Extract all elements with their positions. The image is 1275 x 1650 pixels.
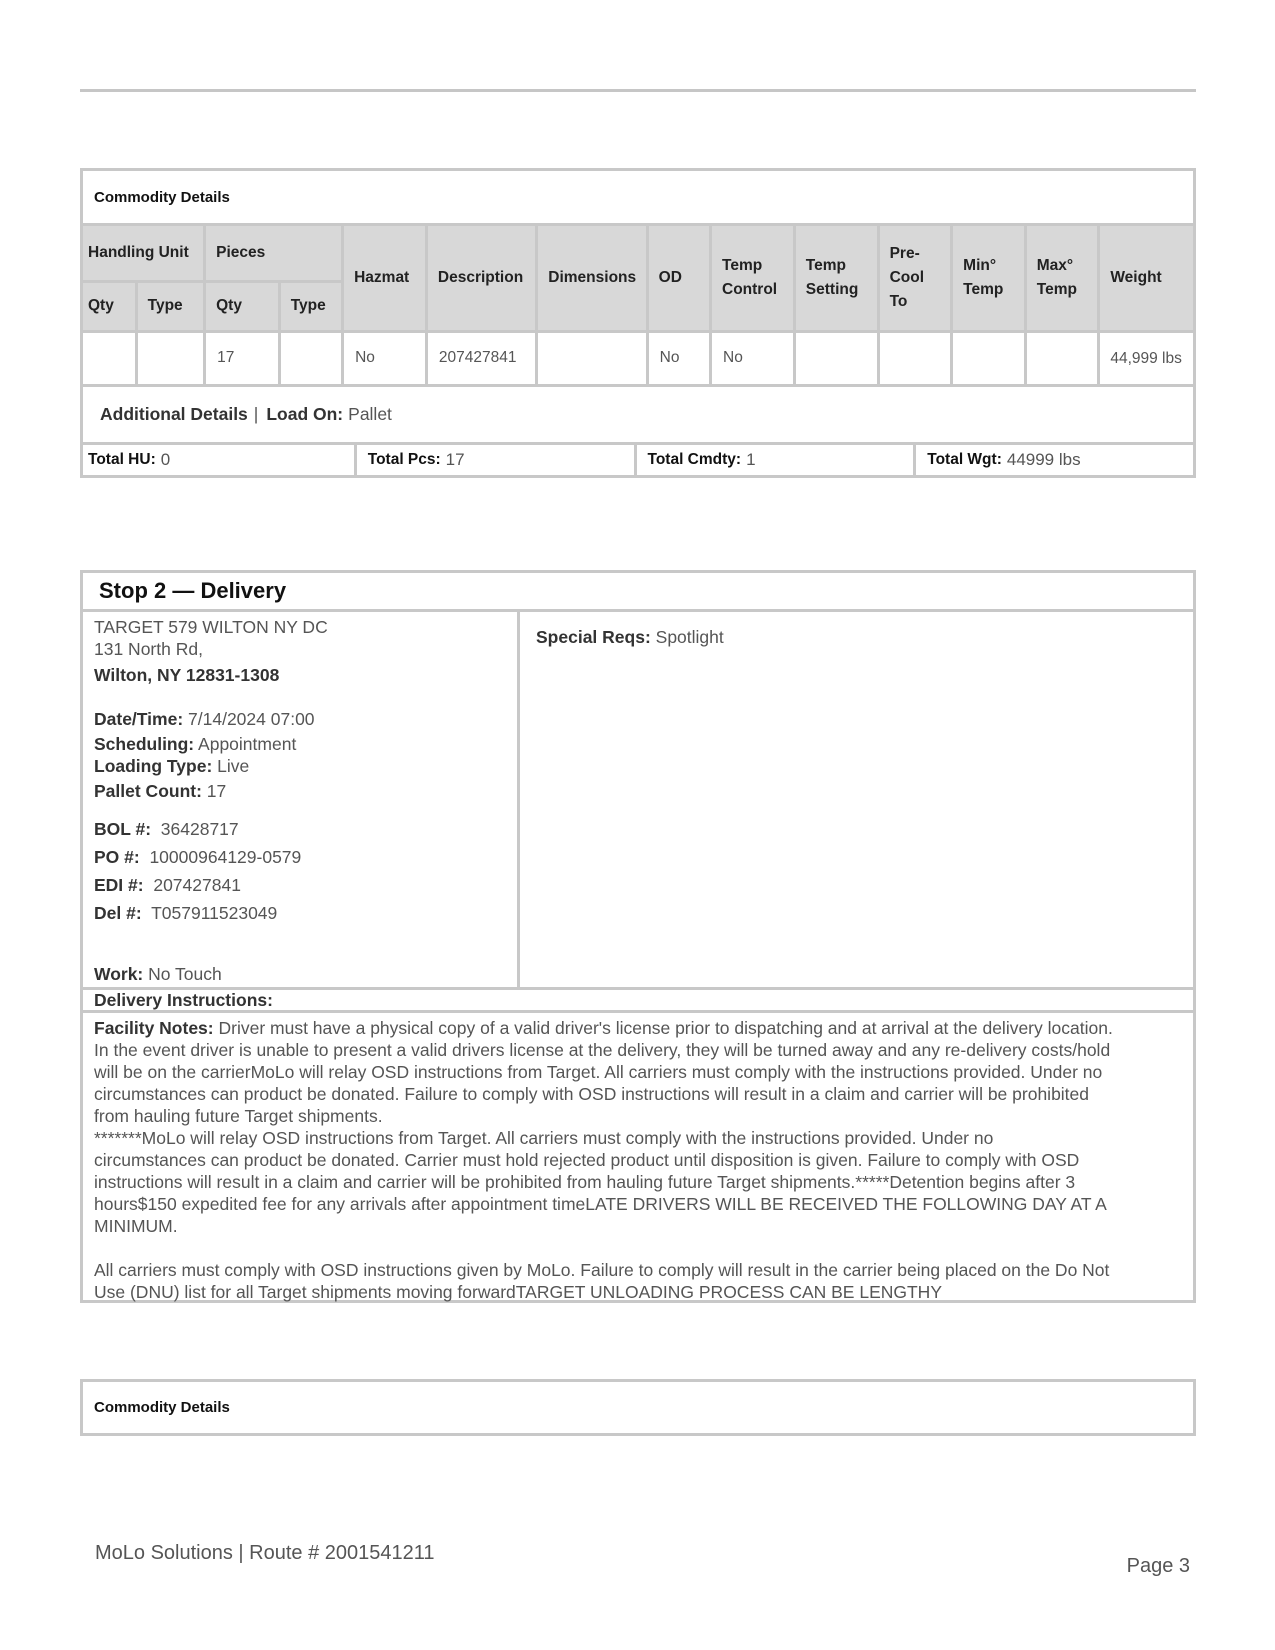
cell-max-temp bbox=[1025, 331, 1099, 385]
bol-label: BOL #: bbox=[94, 819, 152, 839]
del-value: T057911523049 bbox=[151, 903, 278, 923]
facility-notes bbox=[83, 1013, 1193, 1303]
header-hu-qty: Qty bbox=[83, 281, 136, 331]
work-value: No Touch bbox=[148, 964, 222, 984]
additional-details-separator: | bbox=[253, 403, 259, 424]
cell-hu-qty bbox=[83, 331, 136, 385]
commodity-details-title-2: Commodity Details bbox=[94, 1399, 230, 1416]
notes-line: circumstances can product be donated. Carrier must hold rejected product until disposition is given. Failure to comply with OSD bbox=[94, 1150, 1080, 1170]
notes-line bbox=[94, 1017, 1183, 1039]
total-cmdty-label: Total Cmdty: bbox=[647, 450, 742, 468]
special-reqs bbox=[536, 626, 1193, 648]
notes-text: Driver must have a physical copy of a valid driver's license prior to dispatching and at arrival at the delivery location. bbox=[213, 1018, 1113, 1038]
notes-line: from hauling future Target shipments. bbox=[94, 1106, 383, 1126]
cell-dimensions bbox=[537, 331, 647, 385]
notes-line: instructions will result in a claim and carrier will be prohibited from hauling future Target shipments.*****Detention begins after 3 bbox=[94, 1172, 1076, 1192]
additional-details-label: Additional Details bbox=[100, 403, 248, 424]
total-pcs-label: Total Pcs: bbox=[367, 450, 441, 468]
cell-temp-setting bbox=[794, 331, 878, 385]
pallet-count-value: 17 bbox=[206, 781, 227, 801]
total-wgt-value: 44999 lbs bbox=[1006, 449, 1081, 469]
bol-value: 36428717 bbox=[160, 819, 239, 839]
header-od: OD bbox=[647, 226, 710, 331]
stop-title: Stop 2 — Delivery bbox=[83, 573, 1193, 612]
total-hu-label: Total HU: bbox=[88, 450, 156, 468]
header-pre-cool-to: Pre- Cool To bbox=[878, 226, 952, 331]
cell-od: No bbox=[647, 331, 710, 385]
delivery-instructions-label: Delivery Instructions: bbox=[83, 990, 1193, 1013]
cell-min-temp bbox=[952, 331, 1026, 385]
cell-pcs-type bbox=[279, 331, 342, 385]
notes-line bbox=[94, 1237, 1183, 1259]
work bbox=[94, 963, 222, 985]
header-hu-type: Type bbox=[136, 281, 204, 331]
scheduling bbox=[94, 733, 517, 755]
cell-hazmat: No bbox=[343, 331, 427, 385]
header-temp-setting: Temp Setting bbox=[794, 226, 878, 331]
cell-temp-control: No bbox=[711, 331, 795, 385]
footer-route: MoLo Solutions | Route # 2001541211 bbox=[95, 1542, 435, 1564]
cell-description: 207427841 bbox=[426, 331, 536, 385]
total-wgt bbox=[913, 445, 1193, 475]
commodity-table bbox=[83, 226, 1193, 387]
commodity-details-panel-2 bbox=[80, 1379, 1196, 1436]
facility-notes-label: Facility Notes: bbox=[94, 1018, 214, 1038]
facility-street: 131 North Rd, bbox=[94, 639, 203, 659]
load-on-label: Load On: bbox=[266, 403, 344, 424]
total-cmdty bbox=[634, 445, 914, 475]
loading-type-label: Loading Type: bbox=[94, 756, 213, 776]
edi-number bbox=[94, 874, 517, 896]
additional-details bbox=[83, 387, 1193, 442]
cell-pre-cool-to bbox=[878, 331, 952, 385]
notes-line: will be on the carrierMoLo will relay OSD instructions from Target. All carriers must comply with the instructions provided. Under no bbox=[94, 1062, 1103, 1082]
total-pcs-value: 17 bbox=[445, 449, 465, 469]
header-dimensions: Dimensions bbox=[537, 226, 647, 331]
notes-line: *******MoLo will relay OSD instructions from Target. All carriers must comply with the instructions provided. Under no bbox=[94, 1128, 994, 1148]
notes-line: circumstances can product be donated. Failure to comply with OSD instructions will result in a claim and carrier will be prohibited bbox=[94, 1084, 1090, 1104]
edi-label: EDI #: bbox=[94, 875, 144, 895]
cell-weight: 44,999 lbs bbox=[1099, 331, 1193, 385]
scheduling-value: Appointment bbox=[198, 734, 297, 754]
header-hazmat: Hazmat bbox=[343, 226, 427, 331]
del-label: Del #: bbox=[94, 903, 142, 923]
loading-type bbox=[94, 755, 517, 777]
table-row bbox=[83, 331, 1193, 385]
notes-line: In the event driver is unable to present a valid drivers license at the delivery, they will be turned away and any re-delivery costs/hold bbox=[94, 1040, 1111, 1060]
header-description: Description bbox=[426, 226, 536, 331]
special-reqs-column bbox=[520, 612, 1193, 987]
stop-details-column bbox=[83, 612, 520, 987]
scheduling-label: Scheduling: bbox=[94, 734, 195, 754]
special-reqs-label: Special Reqs: bbox=[536, 627, 651, 647]
stop-body bbox=[83, 612, 1193, 990]
total-cmdty-value: 1 bbox=[746, 449, 756, 469]
notes-line: MINIMUM. bbox=[94, 1216, 178, 1236]
stop-panel bbox=[80, 570, 1196, 1303]
total-pcs bbox=[354, 445, 634, 475]
total-hu-value: 0 bbox=[160, 449, 171, 469]
commodity-details-title: Commodity Details bbox=[83, 171, 1193, 226]
totals-row bbox=[83, 442, 1193, 475]
load-on-value: Pallet bbox=[348, 403, 392, 424]
datetime-value: 7/14/2024 07:00 bbox=[188, 709, 315, 729]
footer-page-number: Page 3 bbox=[1126, 1555, 1190, 1577]
notes-line: Use (DNU) list for all Target shipments moving forwardTARGET UNLOADING PROCESS CAN BE LENGTHY bbox=[94, 1282, 942, 1302]
notes-line: All carriers must comply with OSD instructions given by MoLo. Failure to comply will result in the carrier being placed on the Do Not bbox=[94, 1260, 1110, 1280]
loading-type-value: Live bbox=[217, 756, 250, 776]
commodity-details-panel bbox=[80, 168, 1196, 478]
header-min-temp: Min° Temp bbox=[952, 226, 1026, 331]
pallet-count-label: Pallet Count: bbox=[94, 781, 202, 801]
bol-number bbox=[94, 818, 517, 840]
facility-name: TARGET 579 WILTON NY DC bbox=[94, 617, 328, 637]
cell-pcs-qty: 17 bbox=[205, 331, 280, 385]
work-label: Work: bbox=[94, 964, 144, 984]
special-reqs-value: Spotlight bbox=[655, 627, 724, 647]
facility-city-state-zip: Wilton, NY 12831-1308 bbox=[94, 665, 280, 685]
total-wgt-label: Total Wgt: bbox=[927, 450, 1002, 468]
datetime-label: Date/Time: bbox=[94, 709, 184, 729]
header-max-temp: Max° Temp bbox=[1025, 226, 1099, 331]
pallet-count bbox=[94, 780, 517, 802]
datetime bbox=[94, 708, 517, 730]
header-handling-unit: Handling Unit bbox=[83, 226, 205, 281]
edi-value: 207427841 bbox=[153, 875, 241, 895]
header-weight: Weight bbox=[1099, 226, 1193, 331]
cell-hu-type bbox=[136, 331, 204, 385]
top-divider bbox=[80, 89, 1196, 92]
po-label: PO #: bbox=[94, 847, 140, 867]
notes-line: hours$150 expedited fee for any arrivals after appointment timeLATE DRIVERS WILL BE RECEIVED THE FOLLOWING DAY AT A bbox=[94, 1194, 1107, 1214]
header-pcs-type: Type bbox=[279, 281, 342, 331]
po-number bbox=[94, 846, 517, 868]
po-value: 10000964129-0579 bbox=[149, 847, 302, 867]
header-temp-control: Temp Control bbox=[711, 226, 795, 331]
del-number bbox=[94, 902, 517, 924]
header-pcs-qty: Qty bbox=[205, 281, 280, 331]
total-hu bbox=[83, 445, 354, 475]
header-pieces: Pieces bbox=[205, 226, 343, 281]
